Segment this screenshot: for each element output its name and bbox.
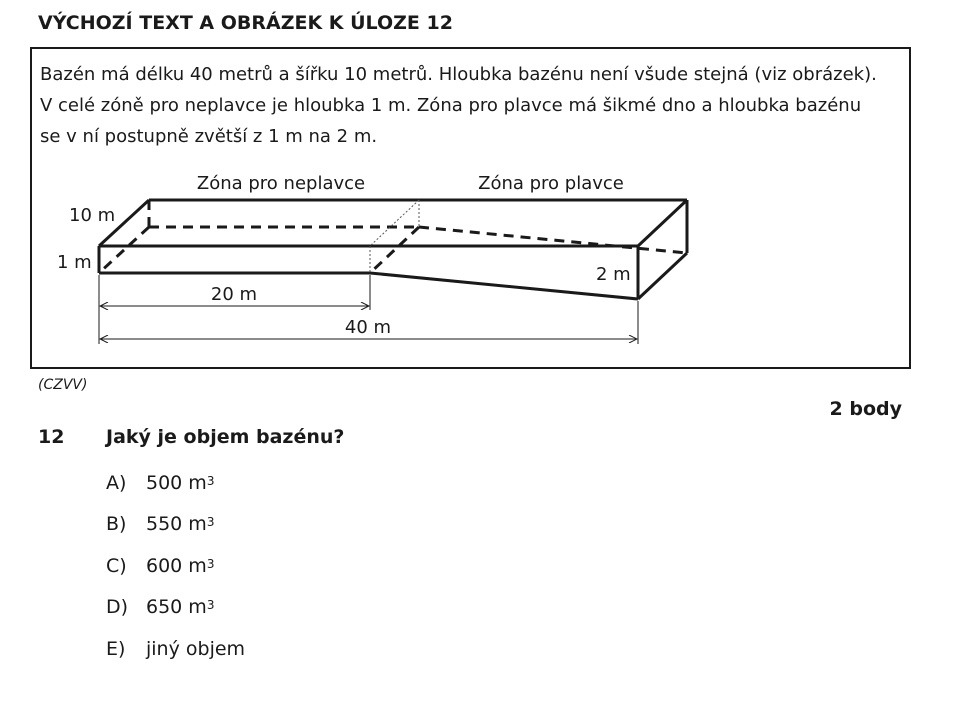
pool-hidden-edge [370, 227, 419, 273]
answer-options [106, 462, 245, 670]
source-credit: (CZVV) [38, 377, 88, 393]
zone-nonswimmers-label: Zóna pro neplavce [196, 173, 366, 194]
task-box [30, 47, 911, 369]
pool-edge [638, 200, 687, 246]
option-value: 650 m [146, 596, 207, 619]
section-heading: VÝCHOZÍ TEXT A OBRÁZEK K ÚLOZE 12 [38, 12, 453, 34]
depth-deep-label: 2 m [596, 264, 631, 285]
depth-shallow-label: 1 m [57, 252, 92, 273]
option-value: jiný objem [146, 637, 246, 660]
task-text-line: se v ní postupně zvětší z 1 m na 2 m. [40, 126, 378, 147]
width-label: 10 m [69, 205, 116, 226]
option-letter: B) [106, 513, 127, 536]
answer-option-b[interactable] [106, 504, 245, 546]
task-text-line: Bazén má délku 40 metrů a šířku 10 metrů. Hloubka bazénu není všude stejná (viz obrázek). [40, 64, 877, 85]
option-letter: C) [106, 554, 127, 577]
option-exponent: 3 [206, 515, 215, 530]
question [38, 426, 344, 448]
points-label: 2 body [829, 398, 902, 420]
option-value: 600 m [146, 554, 207, 577]
answer-option-a[interactable] [106, 462, 245, 504]
zone-swimmers-label: Zóna pro plavce [478, 173, 624, 194]
option-letter: A) [106, 471, 127, 494]
length-total-label: 40 m [344, 317, 392, 338]
option-letter: D) [106, 596, 129, 619]
pool-hidden-edge [419, 227, 687, 253]
pool-edge [638, 253, 687, 299]
option-value: 500 m [146, 471, 207, 494]
pool-hidden-edge [99, 227, 149, 273]
option-letter: E) [106, 637, 126, 660]
pool-figure [32, 49, 909, 367]
answer-option-c[interactable] [106, 545, 245, 587]
option-value: 550 m [146, 513, 207, 536]
length-shallow-label: 20 m [210, 284, 258, 305]
zone-divider [370, 200, 419, 246]
answer-option-d[interactable] [106, 587, 245, 629]
question-text: Jaký je objem bazénu? [106, 426, 345, 448]
answer-option-e[interactable] [106, 628, 245, 670]
task-text-line: V celé zóně pro neplavce je hloubka 1 m. Zóna pro plavce má šikmé dno a hloubka bazénu [40, 95, 862, 116]
option-exponent: 3 [206, 598, 215, 613]
question-number: 12 [38, 426, 65, 448]
option-exponent: 3 [206, 556, 215, 571]
option-exponent: 3 [206, 473, 215, 488]
